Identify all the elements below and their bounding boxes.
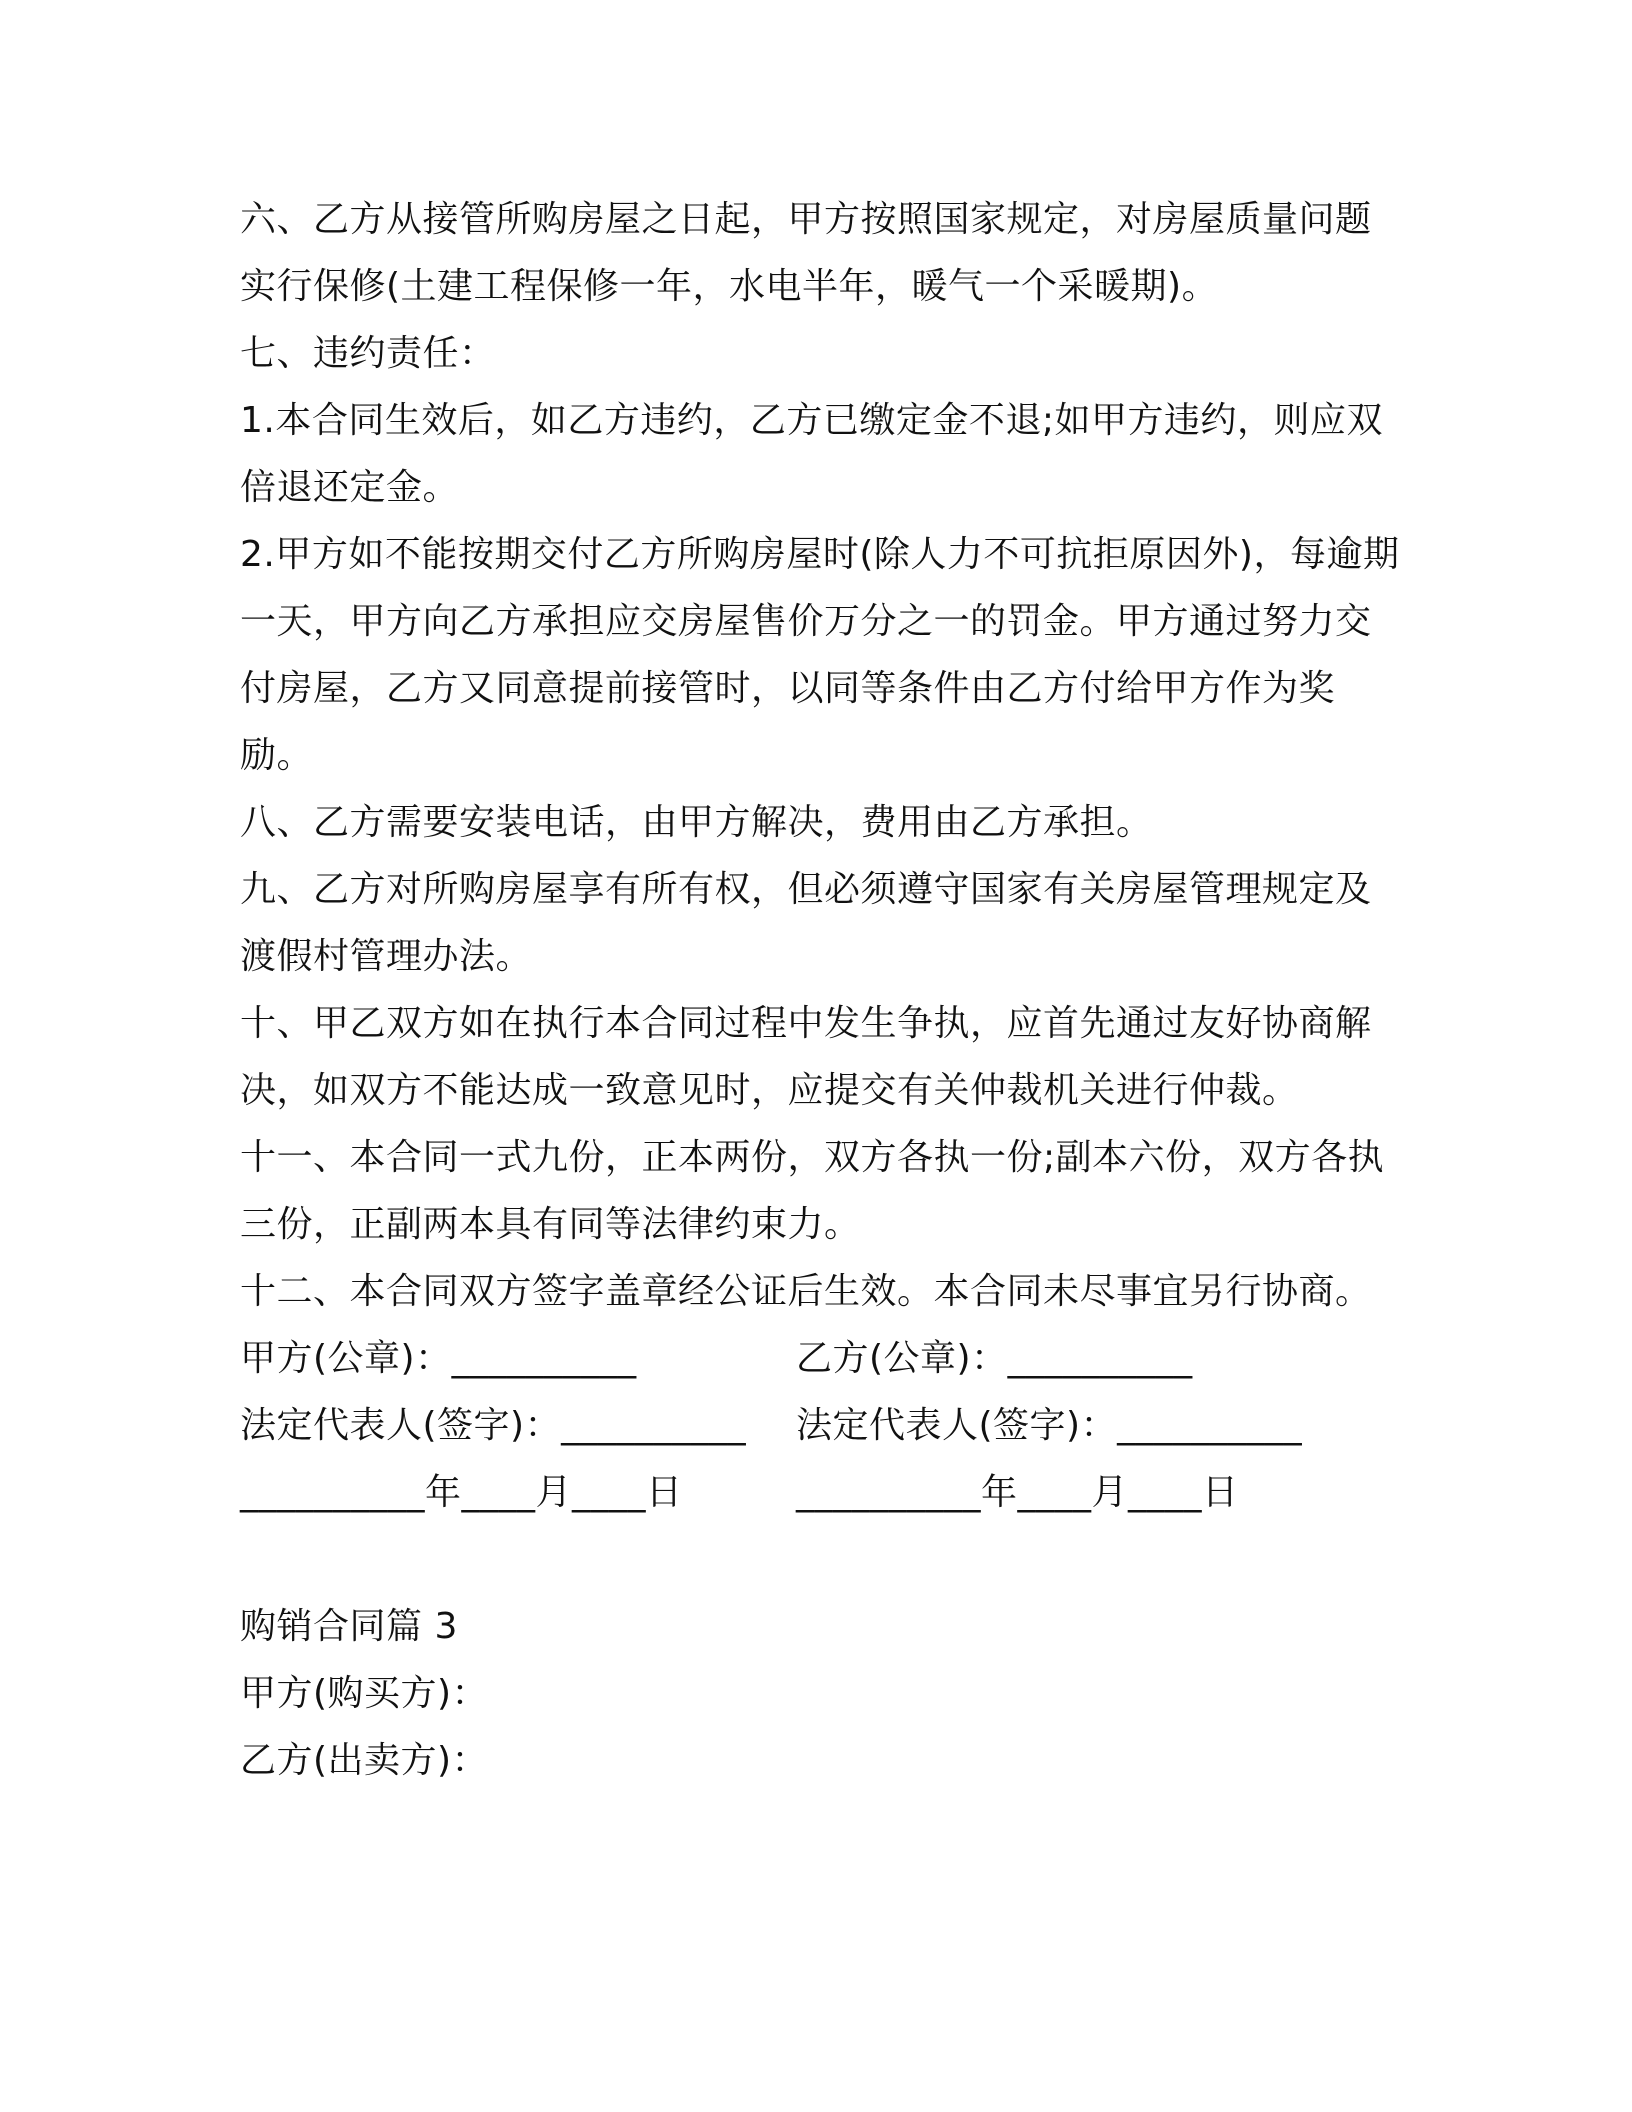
- clause-eleven: 十一、本合同一式九份，正本两份，双方各执一份;副本六份，双方各执三份，正副两本具有同等法律约束力。: [240, 1137, 1385, 1245]
- clause-nine: 九、乙方对所购房屋享有所有权，但必须遵守国家有关房屋管理规定及渡假村管理办法。: [240, 869, 1372, 977]
- signature-rep-row: [240, 1392, 1400, 1459]
- party-a-seal-field: 甲方(公章)：__________: [240, 1338, 637, 1379]
- signature-seal-row: [240, 1325, 1400, 1392]
- party-b-rep-field: 法定代表人(签字)：__________: [796, 1405, 1303, 1446]
- clause-eight: 八、乙方需要安装电话，由甲方解决，费用由乙方承担。: [240, 802, 1153, 843]
- clause-six: 六、乙方从接管所购房屋之日起，甲方按照国家规定，对房屋质量问题实行保修(土建工程保修一年，水电半年，暖气一个采暖期)。: [240, 199, 1372, 307]
- party-a-rep-field: 法定代表人(签字)：__________: [240, 1405, 747, 1446]
- clause-seven-item-2: 2.甲方如不能按期交付乙方所购房屋时(除人力不可抗拒原因外)，每逾期一天，甲方向乙方承担应交房屋售价万分之一的罚金。甲方通过努力交付房屋，乙方又同意提前接管时，以同等条件由乙方付给甲方作为奖励。: [240, 534, 1400, 776]
- section3-seller: 乙方(出卖方)：: [240, 1740, 489, 1781]
- party-a-date-field: __________年____月____日: [240, 1472, 683, 1513]
- clause-ten: 十、甲乙双方如在执行本合同过程中发生争执，应首先通过友好协商解决，如双方不能达成一致意见时，应提交有关仲裁机关进行仲裁。: [240, 1003, 1372, 1111]
- clause-seven-item-1: 1.本合同生效后，如乙方违约，乙方已缴定金不退;如甲方违约，则应双倍退还定金。: [240, 400, 1383, 508]
- clause-twelve: 十二、本合同双方签字盖章经公证后生效。本合同未尽事宜另行协商。: [240, 1271, 1372, 1312]
- section3-title: 购销合同篇 3: [240, 1606, 458, 1647]
- party-b-date-field: __________年____月____日: [796, 1472, 1239, 1513]
- clause-seven-heading: 七、违约责任：: [240, 333, 496, 374]
- document-body: [240, 186, 1400, 1794]
- section3-buyer: 甲方(购买方)：: [240, 1673, 489, 1714]
- section-spacer: [240, 1526, 1400, 1593]
- signature-date-row: [240, 1459, 1400, 1526]
- party-b-seal-field: 乙方(公章)：__________: [796, 1338, 1193, 1379]
